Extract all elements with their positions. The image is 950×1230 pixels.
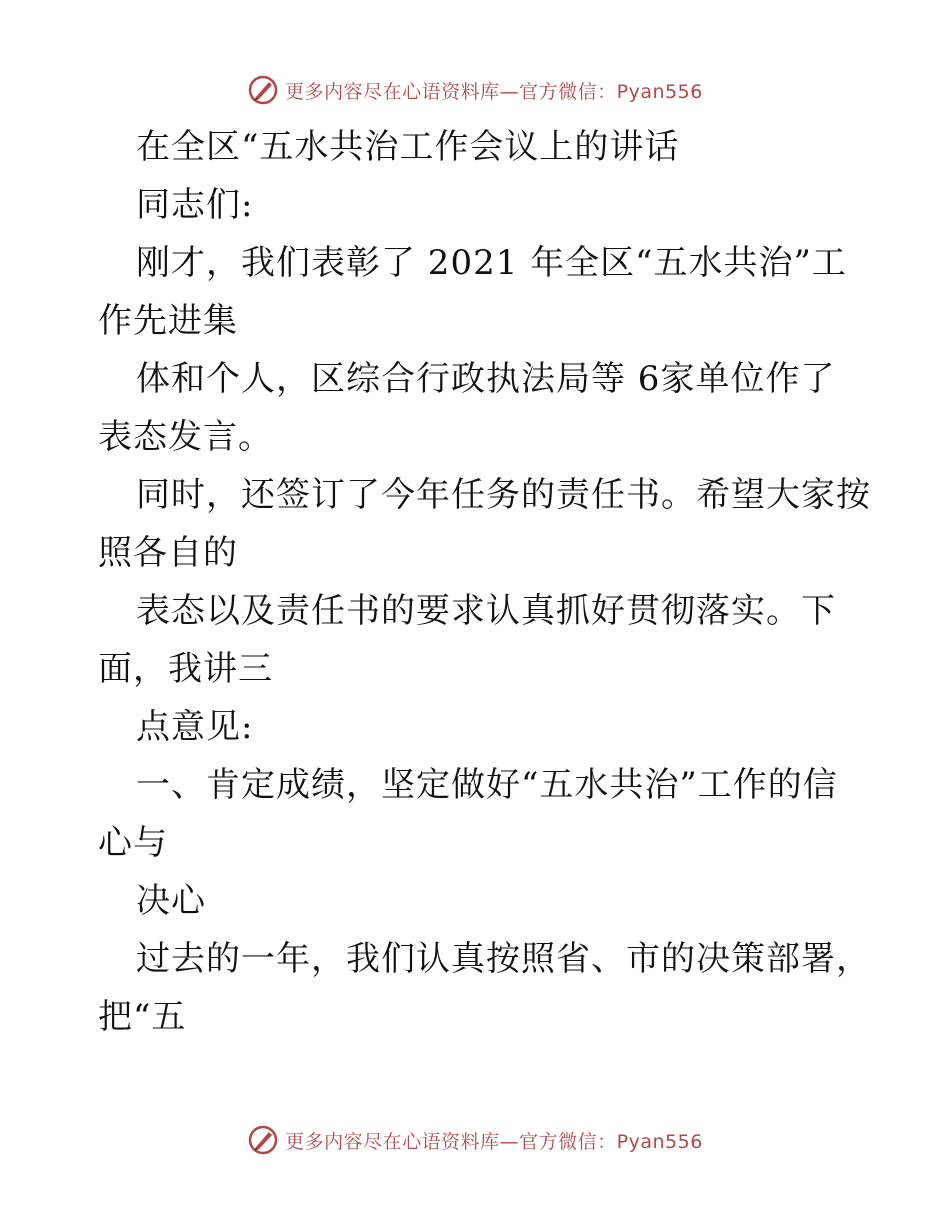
text-line: 面，我讲三 <box>98 649 273 689</box>
text-line: 体和个人，区综合行政执法局等 6家单位作了 <box>136 359 836 399</box>
text-line: 过去的一年，我们认真按照省、市的决策部署， <box>136 939 871 979</box>
text-line: 在全区“五水共治工作会议上的讲话 <box>136 127 680 167</box>
document-body <box>98 118 871 1046</box>
text-line: 刚才，我们表彰了 2021 年全区“五水共治”工 <box>136 243 847 283</box>
text-line: 一、肯定成绩，坚定做好“五水共治”工作的信 <box>136 765 838 805</box>
banner-text: 更多内容尽在心语资料库—官方微信：Pyan556 <box>285 1130 703 1153</box>
header-watermark-banner <box>0 70 950 110</box>
text-line: 表态以及责任书的要求认真抓好贯彻落实。下 <box>136 591 836 631</box>
banner-text: 更多内容尽在心语资料库—官方微信：Pyan556 <box>285 80 703 103</box>
quill-pen-logo-icon <box>247 74 279 106</box>
text-line: 决心 <box>136 881 206 921</box>
text-line: 心与 <box>98 823 168 863</box>
text-line: 把“五 <box>98 997 187 1037</box>
text-line: 表态发言。 <box>98 417 273 457</box>
quill-pen-logo-icon <box>247 1124 279 1156</box>
text-line: 同时，还签订了今年任务的责任书。希望大家按 <box>136 475 871 515</box>
text-line: 同志们: <box>136 185 254 225</box>
text-line: 点意见: <box>136 707 254 747</box>
text-line: 作先进集 <box>98 301 238 341</box>
text-line: 照各自的 <box>98 533 238 573</box>
footer-watermark-banner <box>0 1120 950 1160</box>
